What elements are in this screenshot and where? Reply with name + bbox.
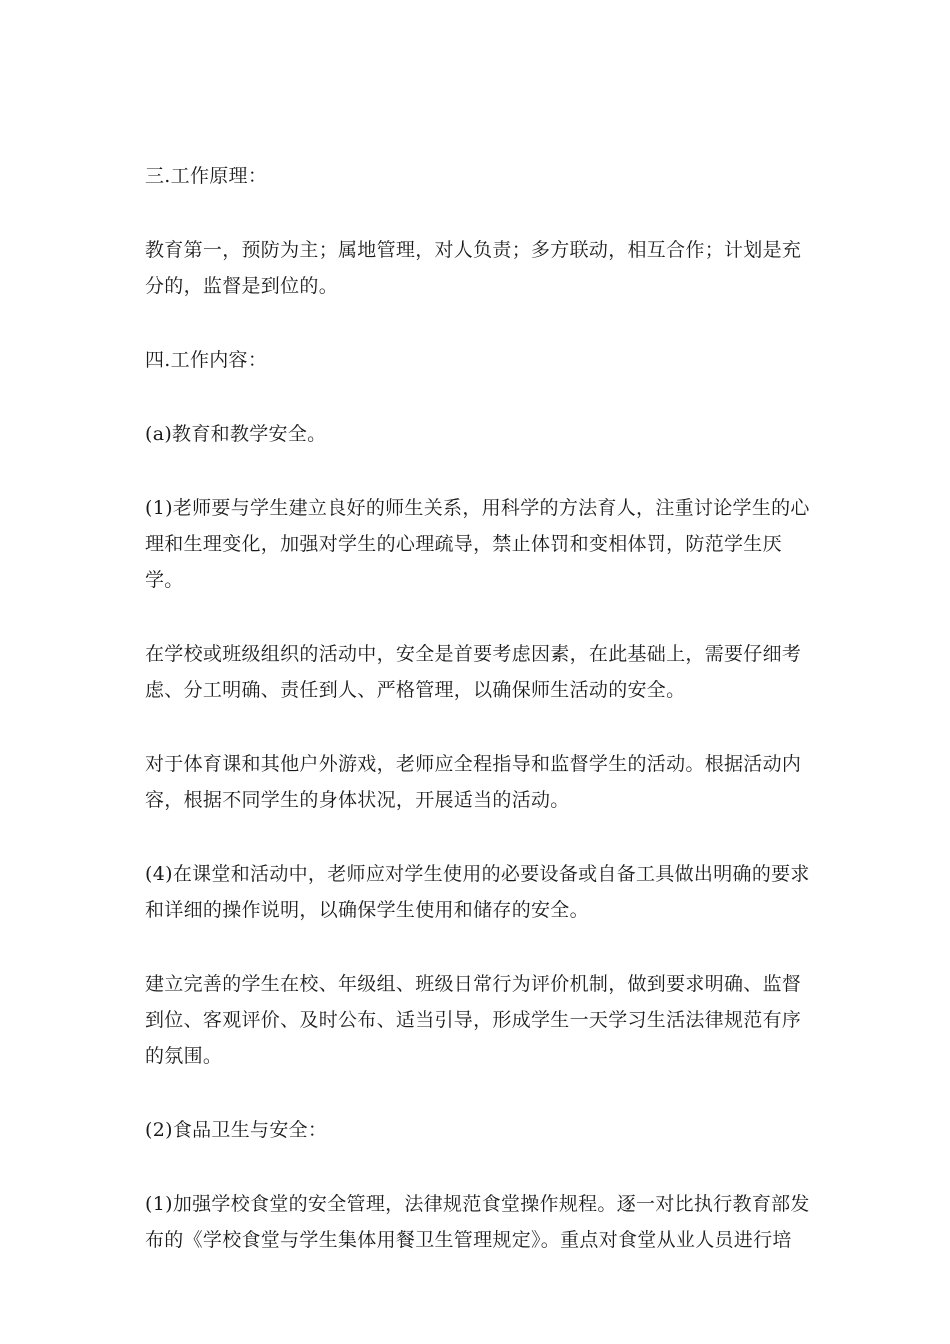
paragraph-evaluation: 建立完善的学生在校、年级组、班级日常行为评价机制，做到要求明确、监督到位、客观评价、及时公布、适当引导，形成学生一天学习生活法律规范有序的氛围。 bbox=[145, 973, 802, 1067]
section-heading-principles: 三.工作原理： bbox=[145, 165, 268, 187]
document-page bbox=[145, 158, 810, 1296]
paragraph-teacher-relations: (1)老师要与学生建立良好的师生关系，用科学的方法育人，注重讨论学生的心理和生理变化，加强对学生的心理疏导，禁止体罚和变相体罚，防范学生厌学。 bbox=[145, 497, 810, 591]
paragraph-equipment: (4)在课堂和活动中，老师应对学生使用的必要设备或自备工具做出明确的要求和详细的操作说明，以确保学生使用和储存的安全。 bbox=[145, 863, 810, 921]
subheading-education-safety: (a)教育和教学安全。 bbox=[145, 423, 327, 445]
paragraph-pe-outdoor: 对于体育课和其他户外游戏，老师应全程指导和监督学生的活动。根据活动内容，根据不同学生的身体状况，开展适当的活动。 bbox=[145, 753, 802, 811]
paragraph-activity-safety: 在学校或班级组织的活动中，安全是首要考虑因素，在此基础上，需要仔细考虑、分工明确、责任到人、严格管理，以确保师生活动的安全。 bbox=[145, 643, 802, 701]
section-heading-content: 四.工作内容： bbox=[145, 349, 268, 371]
subheading-food-safety: (2)食品卫生与安全： bbox=[145, 1119, 328, 1141]
paragraph-canteen: (1)加强学校食堂的安全管理，法律规范食堂操作规程。逐一对比执行教育部发布的《学校食堂与学生集体用餐卫生管理规定》。重点对食堂从业人员进行培 bbox=[145, 1193, 810, 1251]
paragraph-principles: 教育第一，预防为主；属地管理，对人负责；多方联动，相互合作；计划是充分的，监督是到位的。 bbox=[145, 239, 802, 297]
